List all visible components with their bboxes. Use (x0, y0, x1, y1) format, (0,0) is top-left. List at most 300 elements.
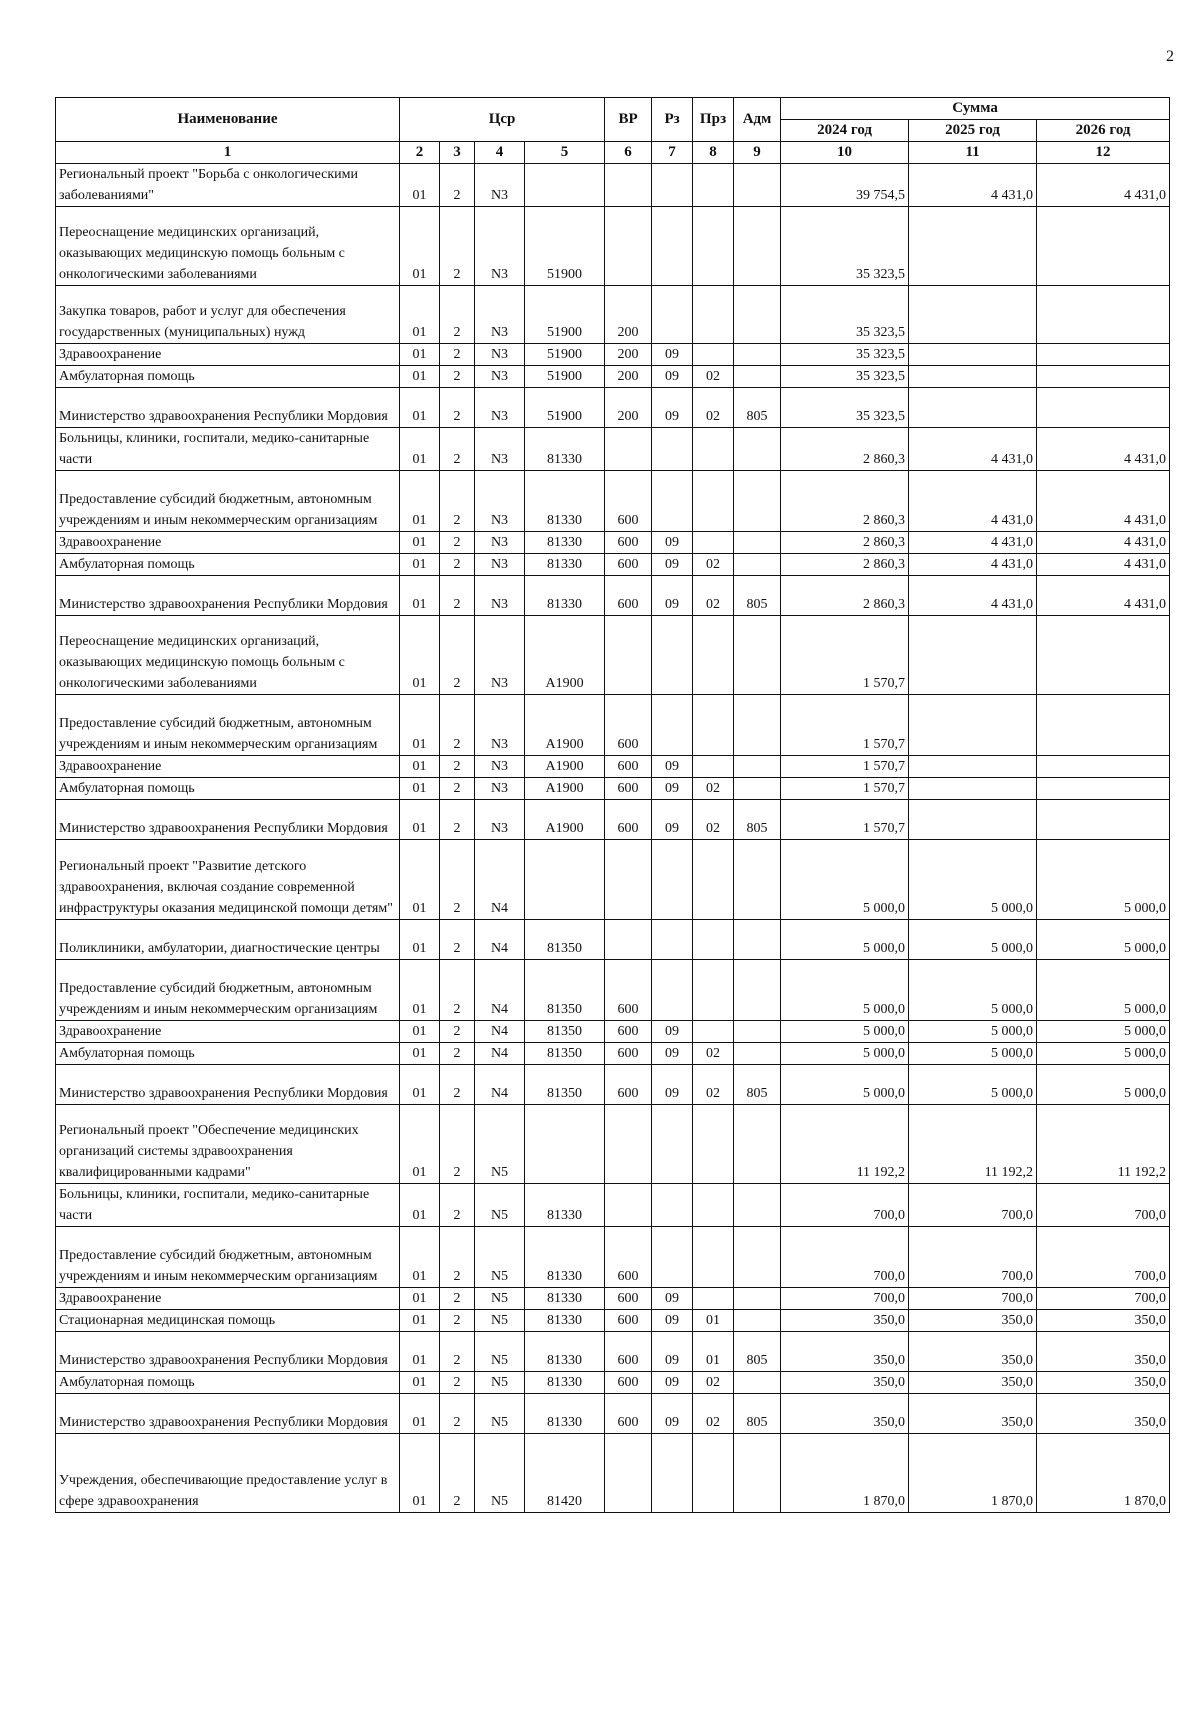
sum-2026: 700,0 (1037, 1288, 1170, 1310)
table-row (56, 800, 1170, 840)
csr-part-2: 2 (440, 1332, 475, 1372)
csr-part-4: 81330 (525, 1394, 605, 1434)
adm-code (734, 1021, 781, 1043)
rz-code: 09 (652, 344, 693, 366)
sum-2024: 2 860,3 (781, 554, 909, 576)
csr-part-3: N5 (475, 1184, 525, 1227)
rz-code (652, 286, 693, 344)
prz-code (693, 344, 734, 366)
csr-part-2: 2 (440, 778, 475, 800)
column-number: 12 (1037, 142, 1170, 164)
adm-code (734, 1227, 781, 1288)
adm-code (734, 428, 781, 471)
sum-2025: 5 000,0 (909, 1065, 1037, 1105)
csr-part-4: 81330 (525, 1310, 605, 1332)
vr-code: 600 (605, 778, 652, 800)
table-row (56, 1021, 1170, 1043)
adm-code (734, 1288, 781, 1310)
row-name: Министерство здравоохранения Республики Мордовия (56, 800, 400, 840)
rz-code: 09 (652, 1288, 693, 1310)
rz-code (652, 471, 693, 532)
header-year-2026: 2026 год (1037, 120, 1170, 142)
vr-code: 600 (605, 1394, 652, 1434)
csr-part-1: 01 (400, 576, 440, 616)
csr-part-2: 2 (440, 207, 475, 286)
vr-code: 600 (605, 532, 652, 554)
sum-2026: 5 000,0 (1037, 960, 1170, 1021)
sum-2026 (1037, 207, 1170, 286)
sum-2025: 5 000,0 (909, 920, 1037, 960)
sum-2026: 1 870,0 (1037, 1434, 1170, 1513)
table-row (56, 388, 1170, 428)
column-number: 7 (652, 142, 693, 164)
page-number: 2 (1166, 48, 1174, 65)
csr-part-3: N3 (475, 471, 525, 532)
prz-code (693, 532, 734, 554)
prz-code: 02 (693, 800, 734, 840)
table-row (56, 286, 1170, 344)
column-number: 2 (400, 142, 440, 164)
prz-code (693, 1227, 734, 1288)
table-row (56, 164, 1170, 207)
csr-part-2: 2 (440, 1288, 475, 1310)
vr-code (605, 1434, 652, 1513)
adm-code: 805 (734, 1332, 781, 1372)
sum-2025: 11 192,2 (909, 1105, 1037, 1184)
adm-code (734, 164, 781, 207)
sum-2024: 350,0 (781, 1394, 909, 1434)
prz-code (693, 756, 734, 778)
csr-part-3: N3 (475, 207, 525, 286)
csr-part-3: N5 (475, 1434, 525, 1513)
vr-code: 600 (605, 800, 652, 840)
table-row (56, 778, 1170, 800)
prz-code (693, 164, 734, 207)
sum-2024: 5 000,0 (781, 840, 909, 920)
sum-2024: 1 570,7 (781, 800, 909, 840)
sum-2025: 4 431,0 (909, 428, 1037, 471)
table-row (56, 1043, 1170, 1065)
rz-code: 09 (652, 778, 693, 800)
csr-part-3: N5 (475, 1227, 525, 1288)
sum-2025: 700,0 (909, 1288, 1037, 1310)
csr-part-4: 81330 (525, 532, 605, 554)
sum-2025: 350,0 (909, 1394, 1037, 1434)
csr-part-1: 01 (400, 960, 440, 1021)
csr-part-1: 01 (400, 1105, 440, 1184)
adm-code: 805 (734, 1394, 781, 1434)
csr-part-3: N5 (475, 1105, 525, 1184)
csr-part-3: N5 (475, 1394, 525, 1434)
sum-2026: 350,0 (1037, 1310, 1170, 1332)
adm-code (734, 920, 781, 960)
csr-part-4: 81330 (525, 1184, 605, 1227)
header-prz: Прз (693, 98, 734, 142)
row-name: Предоставление субсидий бюджетным, автономным учреждениям и иным некоммерческим организациям (56, 471, 400, 532)
sum-2024: 1 570,7 (781, 756, 909, 778)
sum-2024: 5 000,0 (781, 920, 909, 960)
prz-code (693, 840, 734, 920)
sum-2025 (909, 207, 1037, 286)
sum-2026 (1037, 695, 1170, 756)
column-number: 5 (525, 142, 605, 164)
prz-code: 02 (693, 1065, 734, 1105)
csr-part-3: N4 (475, 1043, 525, 1065)
sum-2025: 350,0 (909, 1372, 1037, 1394)
column-number: 1 (56, 142, 400, 164)
rz-code: 09 (652, 1310, 693, 1332)
sum-2026: 350,0 (1037, 1332, 1170, 1372)
sum-2024: 35 323,5 (781, 366, 909, 388)
row-name: Переоснащение медицинских организаций, оказывающих медицинскую помощь больным с онкологическими заболеваниями (56, 616, 400, 695)
sum-2024: 5 000,0 (781, 1065, 909, 1105)
row-name: Региональный проект "Обеспечение медицинских организаций системы здравоохранения квалифицированными кадрами" (56, 1105, 400, 1184)
rz-code: 09 (652, 366, 693, 388)
rz-code: 09 (652, 1043, 693, 1065)
sum-2026: 5 000,0 (1037, 1043, 1170, 1065)
header-name: Наименование (56, 98, 400, 142)
csr-part-3: N4 (475, 840, 525, 920)
prz-code: 02 (693, 576, 734, 616)
rz-code (652, 428, 693, 471)
csr-part-1: 01 (400, 532, 440, 554)
sum-2026 (1037, 286, 1170, 344)
csr-part-4: 51900 (525, 344, 605, 366)
sum-2024: 35 323,5 (781, 286, 909, 344)
row-name: Амбулаторная помощь (56, 778, 400, 800)
csr-part-1: 01 (400, 366, 440, 388)
budget-table (55, 97, 1170, 1513)
vr-code (605, 840, 652, 920)
sum-2026: 4 431,0 (1037, 428, 1170, 471)
csr-part-4: 81350 (525, 1065, 605, 1105)
adm-code (734, 960, 781, 1021)
csr-part-3: N3 (475, 695, 525, 756)
adm-code (734, 1105, 781, 1184)
rz-code: 09 (652, 1021, 693, 1043)
row-name: Амбулаторная помощь (56, 366, 400, 388)
sum-2026: 350,0 (1037, 1372, 1170, 1394)
sum-2026: 4 431,0 (1037, 576, 1170, 616)
csr-part-1: 01 (400, 1065, 440, 1105)
table-row (56, 1332, 1170, 1372)
sum-2026 (1037, 366, 1170, 388)
table-row (56, 840, 1170, 920)
vr-code: 200 (605, 366, 652, 388)
csr-part-3: N3 (475, 532, 525, 554)
column-number: 9 (734, 142, 781, 164)
rz-code: 09 (652, 756, 693, 778)
csr-part-4: A1900 (525, 695, 605, 756)
sum-2026: 11 192,2 (1037, 1105, 1170, 1184)
sum-2025: 1 870,0 (909, 1434, 1037, 1513)
csr-part-3: N4 (475, 920, 525, 960)
sum-2024: 11 192,2 (781, 1105, 909, 1184)
row-name: Амбулаторная помощь (56, 554, 400, 576)
rz-code: 09 (652, 1394, 693, 1434)
sum-2025 (909, 800, 1037, 840)
vr-code (605, 428, 652, 471)
csr-part-1: 01 (400, 1434, 440, 1513)
sum-2025: 4 431,0 (909, 471, 1037, 532)
column-number: 10 (781, 142, 909, 164)
sum-2025 (909, 756, 1037, 778)
row-name: Амбулаторная помощь (56, 1043, 400, 1065)
csr-part-2: 2 (440, 1227, 475, 1288)
csr-part-4: 81330 (525, 1227, 605, 1288)
table-row (56, 207, 1170, 286)
vr-code (605, 1184, 652, 1227)
csr-part-4: A1900 (525, 800, 605, 840)
prz-code: 02 (693, 778, 734, 800)
prz-code: 02 (693, 554, 734, 576)
sum-2026: 350,0 (1037, 1394, 1170, 1434)
sum-2025 (909, 286, 1037, 344)
csr-part-2: 2 (440, 471, 475, 532)
sum-2026: 4 431,0 (1037, 532, 1170, 554)
sum-2026 (1037, 388, 1170, 428)
sum-2024: 35 323,5 (781, 388, 909, 428)
table-row (56, 471, 1170, 532)
csr-part-1: 01 (400, 164, 440, 207)
adm-code (734, 286, 781, 344)
csr-part-2: 2 (440, 428, 475, 471)
rz-code (652, 695, 693, 756)
sum-2025 (909, 695, 1037, 756)
table-row (56, 428, 1170, 471)
vr-code: 200 (605, 388, 652, 428)
csr-part-1: 01 (400, 388, 440, 428)
prz-code: 02 (693, 1372, 734, 1394)
adm-code (734, 1372, 781, 1394)
csr-part-2: 2 (440, 576, 475, 616)
vr-code: 600 (605, 960, 652, 1021)
adm-code (734, 1310, 781, 1332)
csr-part-2: 2 (440, 532, 475, 554)
sum-2026: 5 000,0 (1037, 1065, 1170, 1105)
prz-code (693, 920, 734, 960)
table-row (56, 1434, 1170, 1513)
row-name: Здравоохранение (56, 756, 400, 778)
adm-code (734, 366, 781, 388)
rz-code: 09 (652, 1065, 693, 1105)
csr-part-4 (525, 840, 605, 920)
vr-code: 600 (605, 695, 652, 756)
prz-code (693, 428, 734, 471)
sum-2025: 700,0 (909, 1184, 1037, 1227)
rz-code (652, 207, 693, 286)
csr-part-3: N3 (475, 778, 525, 800)
row-name: Стационарная медицинская помощь (56, 1310, 400, 1332)
row-name: Поликлиники, амбулатории, диагностические центры (56, 920, 400, 960)
table-row (56, 344, 1170, 366)
adm-code (734, 1184, 781, 1227)
prz-code (693, 1184, 734, 1227)
rz-code: 09 (652, 1372, 693, 1394)
row-name: Предоставление субсидий бюджетным, автономным учреждениям и иным некоммерческим организациям (56, 1227, 400, 1288)
row-name: Здравоохранение (56, 344, 400, 366)
adm-code (734, 344, 781, 366)
csr-part-2: 2 (440, 366, 475, 388)
table-row (56, 1310, 1170, 1332)
rz-code (652, 1434, 693, 1513)
table-row (56, 960, 1170, 1021)
sum-2025 (909, 344, 1037, 366)
csr-part-2: 2 (440, 1434, 475, 1513)
adm-code (734, 554, 781, 576)
header-adm: Адм (734, 98, 781, 142)
row-name: Министерство здравоохранения Республики Мордовия (56, 576, 400, 616)
table-row (56, 1394, 1170, 1434)
row-name: Региональный проект "Развитие детского здравоохранения, включая создание современной инфраструктуры оказания медицинской помощи детям" (56, 840, 400, 920)
csr-part-3: N4 (475, 960, 525, 1021)
prz-code (693, 207, 734, 286)
prz-code (693, 286, 734, 344)
csr-part-4: 81330 (525, 554, 605, 576)
rz-code (652, 1227, 693, 1288)
csr-part-1: 01 (400, 1394, 440, 1434)
prz-code (693, 471, 734, 532)
csr-part-3: N5 (475, 1332, 525, 1372)
row-name: Переоснащение медицинских организаций, оказывающих медицинскую помощь больным с онкологическими заболеваниями (56, 207, 400, 286)
row-name: Учреждения, обеспечивающие предоставление услуг в сфере здравоохранения (56, 1434, 400, 1513)
row-name: Амбулаторная помощь (56, 1372, 400, 1394)
header-csr: Цср (400, 98, 605, 142)
table-row (56, 920, 1170, 960)
vr-code (605, 616, 652, 695)
csr-part-3: N3 (475, 388, 525, 428)
csr-part-1: 01 (400, 695, 440, 756)
rz-code: 09 (652, 576, 693, 616)
sum-2025: 5 000,0 (909, 960, 1037, 1021)
csr-part-1: 01 (400, 344, 440, 366)
rz-code (652, 840, 693, 920)
table-row (56, 1065, 1170, 1105)
sum-2026: 4 431,0 (1037, 471, 1170, 532)
csr-part-2: 2 (440, 695, 475, 756)
prz-code (693, 1105, 734, 1184)
row-name: Здравоохранение (56, 532, 400, 554)
adm-code (734, 616, 781, 695)
csr-part-3: N3 (475, 164, 525, 207)
csr-part-4: 81350 (525, 960, 605, 1021)
sum-2025 (909, 366, 1037, 388)
csr-part-1: 01 (400, 207, 440, 286)
csr-part-3: N3 (475, 428, 525, 471)
table-row (56, 532, 1170, 554)
sum-2025: 350,0 (909, 1332, 1037, 1372)
prz-code: 01 (693, 1310, 734, 1332)
sum-2025 (909, 616, 1037, 695)
csr-part-2: 2 (440, 920, 475, 960)
header-sum: Сумма (781, 98, 1170, 120)
sum-2024: 700,0 (781, 1184, 909, 1227)
rz-code (652, 164, 693, 207)
prz-code (693, 1021, 734, 1043)
row-name: Министерство здравоохранения Республики Мордовия (56, 1332, 400, 1372)
csr-part-2: 2 (440, 1021, 475, 1043)
sum-2024: 5 000,0 (781, 960, 909, 1021)
prz-code (693, 695, 734, 756)
sum-2025 (909, 388, 1037, 428)
csr-part-2: 2 (440, 1394, 475, 1434)
csr-part-2: 2 (440, 388, 475, 428)
sum-2024: 1 870,0 (781, 1434, 909, 1513)
row-name: Министерство здравоохранения Республики Мордовия (56, 1065, 400, 1105)
csr-part-2: 2 (440, 960, 475, 1021)
vr-code: 600 (605, 1372, 652, 1394)
csr-part-2: 2 (440, 1043, 475, 1065)
adm-code: 805 (734, 800, 781, 840)
sum-2026 (1037, 756, 1170, 778)
adm-code (734, 695, 781, 756)
adm-code (734, 1434, 781, 1513)
vr-code: 600 (605, 1065, 652, 1105)
csr-part-4: 81330 (525, 1288, 605, 1310)
rz-code: 09 (652, 554, 693, 576)
csr-part-1: 01 (400, 800, 440, 840)
adm-code (734, 778, 781, 800)
csr-part-4 (525, 164, 605, 207)
header-year-2024: 2024 год (781, 120, 909, 142)
rz-code (652, 920, 693, 960)
sum-2024: 35 323,5 (781, 207, 909, 286)
sum-2025: 5 000,0 (909, 1043, 1037, 1065)
header-year-2025: 2025 год (909, 120, 1037, 142)
column-number: 6 (605, 142, 652, 164)
adm-code (734, 840, 781, 920)
table-row (56, 1227, 1170, 1288)
adm-code (734, 207, 781, 286)
csr-part-3: N3 (475, 576, 525, 616)
vr-code: 600 (605, 1288, 652, 1310)
csr-part-1: 01 (400, 840, 440, 920)
csr-part-1: 01 (400, 616, 440, 695)
rz-code: 09 (652, 800, 693, 840)
csr-part-4: 81330 (525, 576, 605, 616)
sum-2026 (1037, 616, 1170, 695)
table-row (56, 695, 1170, 756)
adm-code (734, 1043, 781, 1065)
sum-2025: 5 000,0 (909, 840, 1037, 920)
csr-part-1: 01 (400, 1184, 440, 1227)
sum-2024: 39 754,5 (781, 164, 909, 207)
csr-part-1: 01 (400, 1043, 440, 1065)
row-name: Предоставление субсидий бюджетным, автономным учреждениям и иным некоммерческим организациям (56, 695, 400, 756)
csr-part-2: 2 (440, 554, 475, 576)
table-row (56, 616, 1170, 695)
column-number: 11 (909, 142, 1037, 164)
adm-code: 805 (734, 388, 781, 428)
csr-part-2: 2 (440, 1184, 475, 1227)
csr-part-2: 2 (440, 1065, 475, 1105)
table-row (56, 756, 1170, 778)
table-row (56, 366, 1170, 388)
csr-part-4: 81350 (525, 1043, 605, 1065)
sum-2024: 5 000,0 (781, 1043, 909, 1065)
csr-part-1: 01 (400, 1227, 440, 1288)
csr-part-1: 01 (400, 920, 440, 960)
row-name: Закупка товаров, работ и услуг для обеспечения государственных (муниципальных) нужд (56, 286, 400, 344)
sum-2026: 700,0 (1037, 1227, 1170, 1288)
rz-code (652, 960, 693, 1021)
csr-part-1: 01 (400, 286, 440, 344)
csr-part-2: 2 (440, 756, 475, 778)
csr-part-4: 51900 (525, 388, 605, 428)
sum-2025: 4 431,0 (909, 164, 1037, 207)
column-number: 4 (475, 142, 525, 164)
sum-2026 (1037, 778, 1170, 800)
